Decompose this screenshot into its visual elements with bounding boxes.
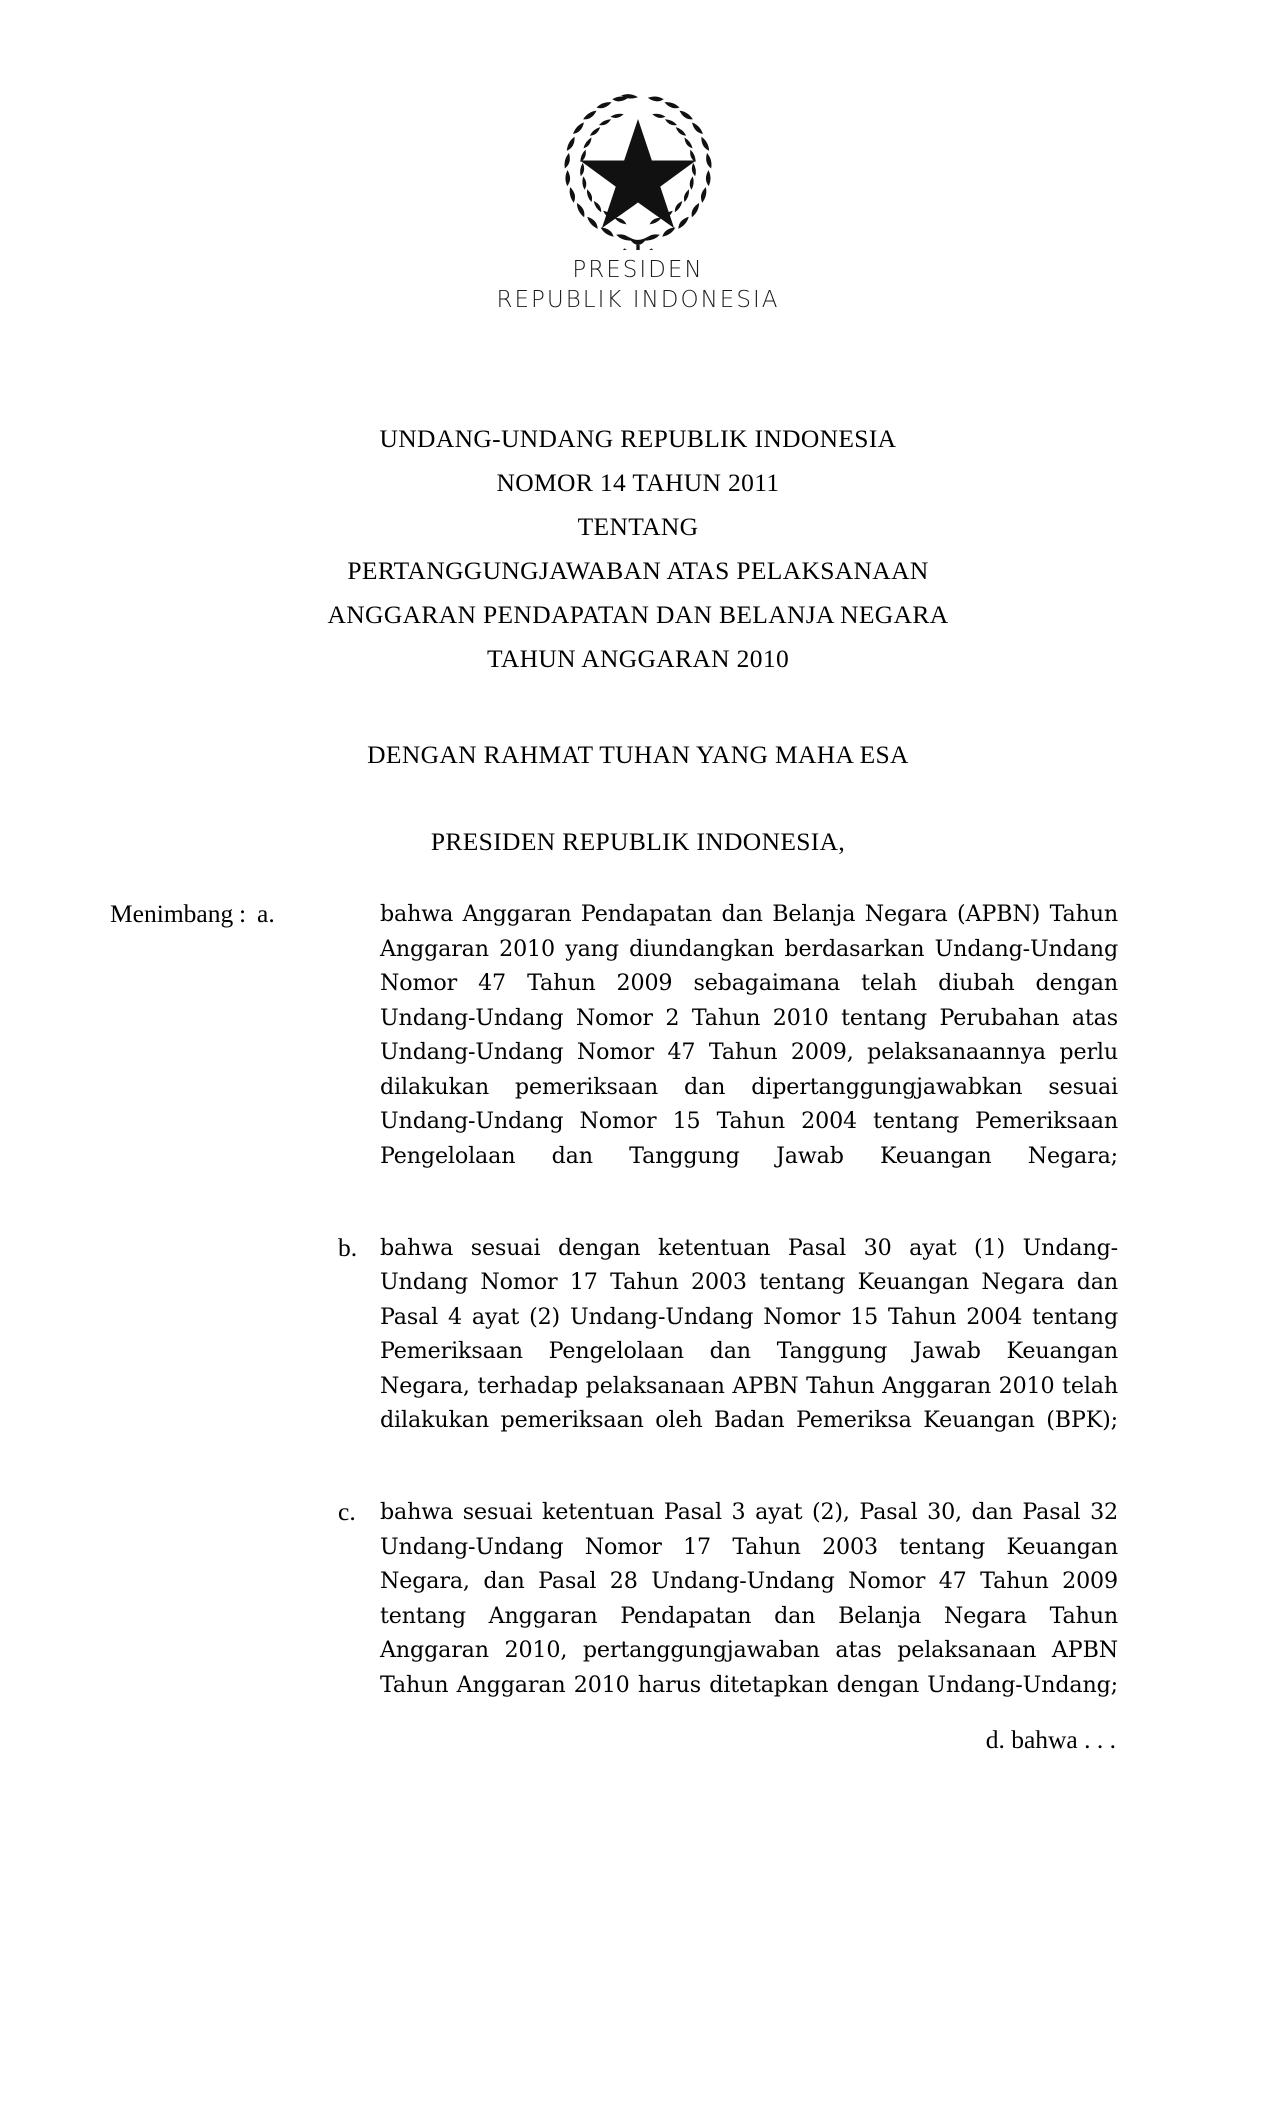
considering-label: Menimbang: [110, 899, 234, 928]
considering-section: [0, 897, 1276, 1760]
item-marker-c: c.: [338, 1497, 356, 1526]
emblem-caption: [0, 256, 1276, 316]
considering-item-b: [0, 1231, 1276, 1473]
considering-item-c: [0, 1495, 1276, 1737]
document-title-block: [0, 417, 1276, 681]
page-catchword: d. bahwa . . .: [985, 1725, 1116, 1754]
emblem-caption-line-2: REPUBLIK INDONESIA: [496, 286, 780, 313]
considering-item-a: [0, 897, 1276, 1208]
presidential-emblem-block: [0, 82, 1276, 316]
title-line-3: TENTANG: [577, 512, 699, 541]
emblem-caption-line-1: PRESIDEN: [572, 257, 704, 283]
title-line-2: NOMOR 14 TAHUN 2011: [496, 468, 780, 497]
divine-grace-line: DENGAN RAHMAT TUHAN YANG MAHA ESA: [367, 740, 909, 769]
item-text-b: bahwa sesuai dengan ketentuan Pasal 30 ayat (1) Undang-Undang Nomor 17 Tahun 2003 tentang Keuangan Negara dan Pasal 4 ayat (2) Undang-Undang Nomor 15 Tahun 2004 tentang Pemeriksaan Pengelolaan dan Tanggung Jawab Keuangan Negara, terhadap pelaksanaan APBN Tahun Anggaran 2010 telah dilakukan pemeriksaan oleh Badan Pemeriksa Keuangan (BPK);: [380, 1234, 1118, 1433]
title-line-5: ANGGARAN PENDAPATAN DAN BELANJA NEGARA: [327, 600, 949, 629]
item-text-c: bahwa sesuai ketentuan Pasal 3 ayat (2), Pasal 30, dan Pasal 32 Undang-Undang Nomor 17 Tahun 2003 tentang Keuangan Negara, dan Pasal 28 Undang-Undang Nomor 47 Tahun 2009 tentang Anggaran Pendapatan dan Belanja Negara Tahun Anggaran 2010, pertanggungjawaban atas pelaksanaan APBN Tahun Anggaran 2010 harus ditetapkan dengan Undang-Undang;: [380, 1499, 1118, 1698]
item-marker-b: b.: [338, 1232, 358, 1262]
title-line-1: UNDANG-UNDANG REPUBLIK INDONESIA: [379, 424, 897, 453]
title-line-4: PERTANGGUNGJAWABAN ATAS PELAKSANAAN: [347, 556, 929, 585]
item-text-a: bahwa Anggaran Pendapatan dan Belanja Negara (APBN) Tahun Anggaran 2010 yang diundangkan berdasarkan Undang-Undang Nomor 47 Tahun 2009 sebagaimana telah diubah dengan Undang-Undang Nomor 2 Tahun 2010 tentang Perubahan atas Undang-Undang Nomor 47 Tahun 2009, pelaksanaannya perlu dilakukan pemeriksaan dan dipertanggungjawabkan sesuai Undang-Undang Nomor 15 Tahun 2004 tentang Pemeriksaan Pengelolaan dan Tanggung Jawab Keuangan Negara;: [380, 901, 1118, 1169]
garuda-star-wreath-icon: [554, 82, 722, 250]
title-line-6: TAHUN ANGGARAN 2010: [486, 644, 790, 673]
signer-line: PRESIDEN REPUBLIK INDONESIA,: [430, 827, 846, 856]
item-marker-a: a.: [257, 899, 275, 928]
considering-colon: :: [239, 899, 247, 928]
